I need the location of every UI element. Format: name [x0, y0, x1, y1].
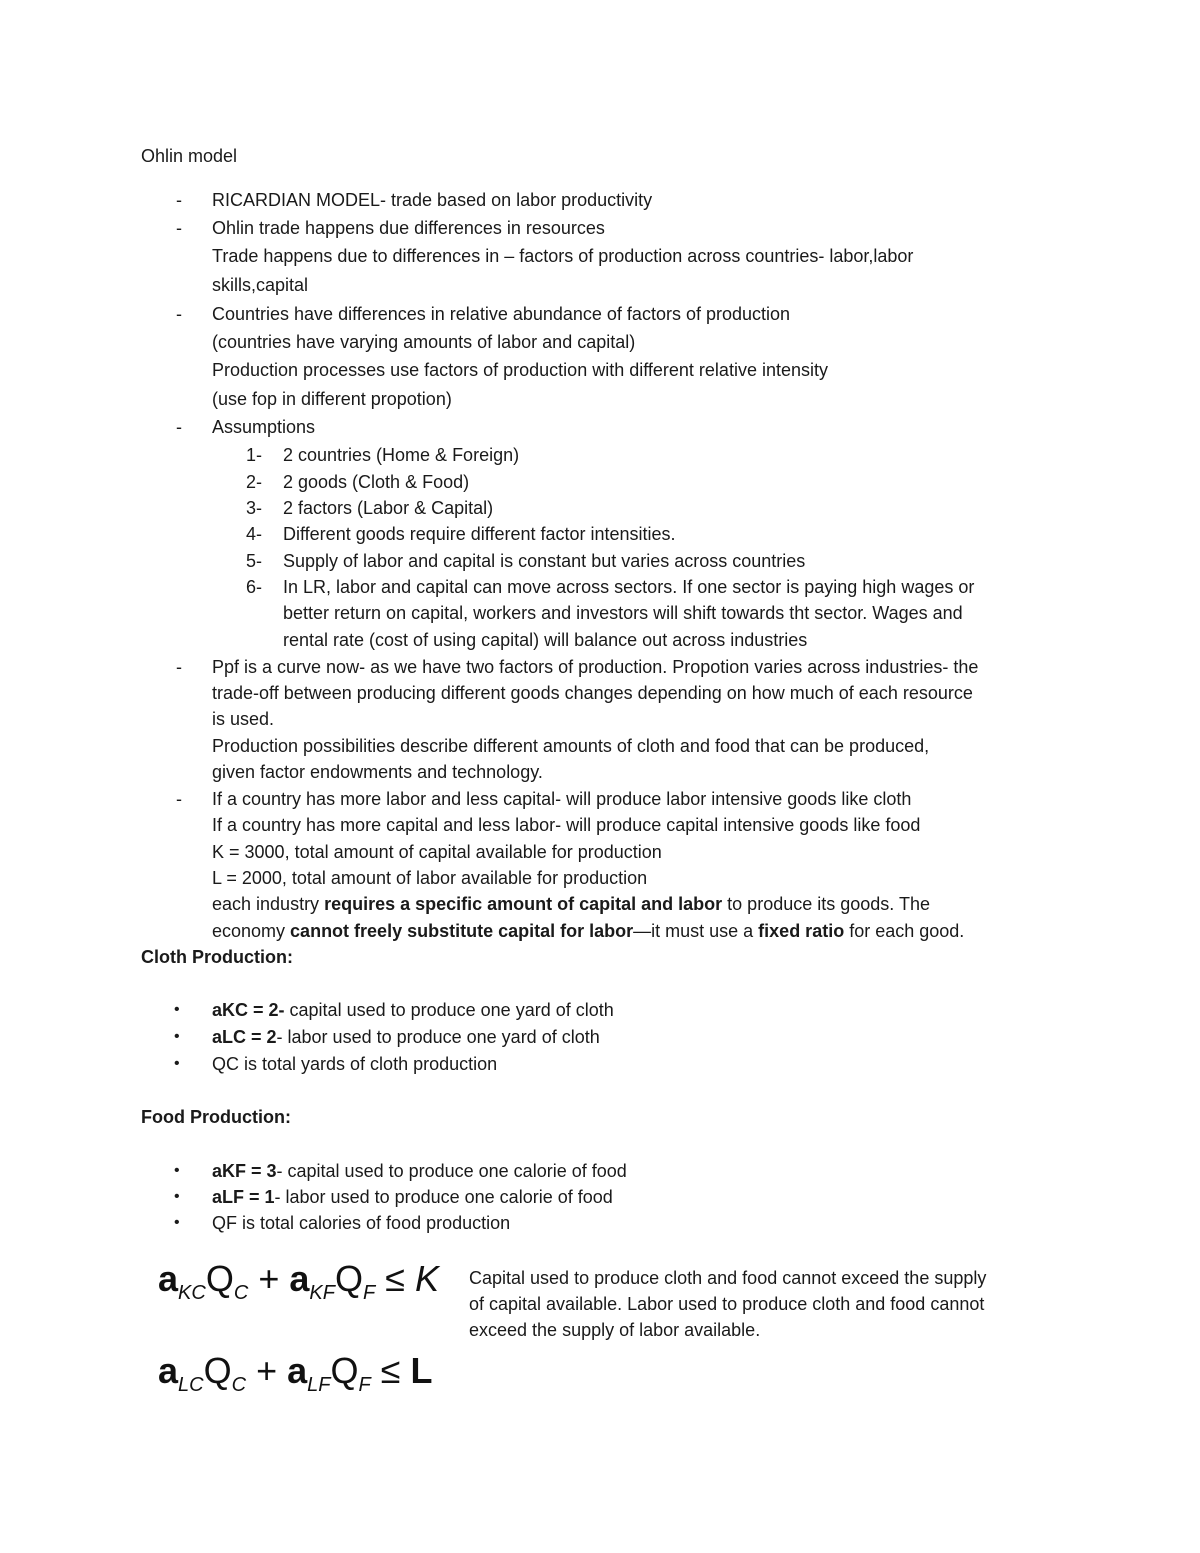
text-run: - labor used to produce one calorie of food	[274, 1187, 613, 1207]
bullet-item: QC is total yards of cloth production	[212, 1054, 498, 1074]
list-item-continuation: (use fop in different propotion)	[212, 389, 452, 409]
bullet-marker: •	[174, 1055, 180, 1072]
list-item: RICARDIAN MODEL- trade based on labor productivity	[212, 190, 653, 210]
assumption-number: 6-	[246, 577, 263, 597]
eq-subscript: LF	[307, 1374, 331, 1396]
eq-quantity: Q	[205, 1258, 234, 1299]
eq-subscript: C	[233, 1282, 249, 1304]
list-item: If a country has more labor and less capital- will produce labor intensive goods like cloth	[212, 789, 912, 809]
eq-operator: ≤	[385, 1258, 405, 1299]
eq-coefficient: a	[289, 1258, 310, 1299]
text-run: for each good.	[844, 921, 965, 941]
bullet-item	[212, 1184, 613, 1210]
eq-operator: +	[258, 1258, 280, 1299]
bullet-marker: •	[174, 1214, 180, 1231]
text-run: to produce its goods. The	[722, 894, 930, 914]
side-note-line: exceed the supply of labor available.	[469, 1320, 761, 1340]
eq-quantity: Q	[334, 1258, 363, 1299]
list-item-continuation: Production possibilities describe different amounts of cloth and food that can be produced,	[212, 736, 930, 756]
bullet-marker: •	[174, 1162, 180, 1179]
assumption-item-continuation: rental rate (cost of using capital) will balance out across industries	[283, 630, 808, 650]
eq-quantity: Q	[330, 1350, 359, 1391]
bold-text-run: aLF = 1	[212, 1187, 275, 1207]
eq-subscript: F	[358, 1374, 371, 1396]
eq-coefficient: a	[287, 1350, 308, 1391]
assumption-number: 4-	[246, 524, 263, 544]
eq-coefficient: a	[158, 1258, 179, 1299]
document-title: Ohlin model	[141, 146, 238, 166]
dash-marker: -	[176, 657, 182, 677]
eq-subscript: LC	[178, 1374, 204, 1396]
eq-subscript: C	[231, 1374, 247, 1396]
list-item-continuation: (countries have varying amounts of labor and capital)	[212, 332, 636, 352]
text-run: economy	[212, 921, 291, 941]
bold-text-run: cannot freely substitute capital for labor	[290, 921, 634, 941]
bullet-item	[212, 1158, 627, 1184]
text-run: - capital used to produce one calorie of food	[276, 1161, 627, 1181]
assumption-number: 3-	[246, 498, 263, 518]
list-item: Ppf is a curve now- as we have two factors of production. Propotion varies across industries- the	[212, 657, 979, 677]
text-run: capital used to produce one yard of cloth	[284, 1000, 614, 1020]
text-run: each industry	[212, 894, 325, 914]
list-item-continuation: trade-off between producing different goods changes depending on how much of each resource	[212, 683, 973, 703]
list-item-continuation: Production processes use factors of production with different relative intensity	[212, 360, 828, 380]
dash-marker: -	[176, 218, 182, 238]
text-run: —it must use a	[633, 921, 759, 941]
dash-marker: -	[176, 417, 182, 437]
bullet-item	[212, 1024, 600, 1050]
dash-marker: -	[176, 190, 182, 210]
list-item-continuation: is used.	[212, 709, 275, 729]
capital-constraint-equation	[158, 1258, 439, 1305]
side-note-line: of capital available. Labor used to produce cloth and food cannot	[469, 1294, 985, 1314]
eq-subscript: KC	[178, 1282, 206, 1304]
assumption-item: 2 factors (Labor & Capital)	[283, 498, 494, 518]
list-item-continuation: If a country has more capital and less labor- will produce capital intensive goods like food	[212, 815, 921, 835]
list-item-continuation: Trade happens due to differences in – factors of production across countries- labor,labor	[212, 246, 914, 266]
bullet-item	[212, 997, 614, 1023]
cloth-heading: Cloth Production:	[141, 947, 293, 967]
eq-operator: +	[256, 1350, 278, 1391]
assumption-item-continuation: better return on capital, workers and investors will shift towards tht sector. Wages and	[283, 603, 963, 623]
food-heading: Food Production:	[141, 1107, 291, 1127]
eq-rhs: K	[414, 1258, 439, 1299]
bold-text-run: requires a specific amount of capital and labor	[324, 894, 723, 914]
assumption-item: In LR, labor and capital can move across sectors. If one sector is paying high wages or	[283, 577, 975, 597]
dash-marker: -	[176, 789, 182, 809]
list-item-continuation: L = 2000, total amount of labor available for production	[212, 868, 648, 888]
eq-subscript: F	[362, 1282, 376, 1304]
list-item: Countries have differences in relative abundance of factors of production	[212, 304, 791, 324]
labor-constraint-equation	[158, 1350, 433, 1397]
bullet-marker: •	[174, 1028, 180, 1045]
list-item: Assumptions	[212, 417, 316, 437]
assumption-item: Supply of labor and capital is constant but varies across countries	[283, 551, 806, 571]
assumption-item: Different goods require different factor intensities.	[283, 524, 676, 544]
assumption-number: 2-	[246, 472, 263, 492]
side-note-line: Capital used to produce cloth and food cannot exceed the supply	[469, 1268, 987, 1288]
dash-marker: -	[176, 304, 182, 324]
bold-text-run: fixed ratio	[758, 921, 845, 941]
bold-text-run: aLC = 2	[212, 1027, 277, 1047]
eq-operator: ≤	[380, 1350, 401, 1391]
bold-text-run: aKC = 2-	[212, 1000, 285, 1020]
assumption-item: 2 goods (Cloth & Food)	[283, 472, 470, 492]
eq-coefficient: a	[158, 1350, 179, 1391]
bullet-item: QF is total calories of food production	[212, 1213, 511, 1233]
eq-subscript: KF	[309, 1282, 335, 1304]
text-run: - labor used to produce one yard of cloth	[276, 1027, 600, 1047]
eq-rhs: L	[410, 1350, 433, 1391]
list-item-continuation: K = 3000, total amount of capital available for production	[212, 842, 662, 862]
bold-text-run: aKF = 3	[212, 1161, 277, 1181]
assumption-number: 1-	[246, 445, 263, 465]
list-item-continuation: given factor endowments and technology.	[212, 762, 543, 782]
list-item-continuation	[212, 918, 964, 944]
list-item-continuation	[212, 891, 930, 917]
assumption-item: 2 countries (Home & Foreign)	[283, 445, 520, 465]
list-item: Ohlin trade happens due differences in resources	[212, 218, 605, 238]
assumption-number: 5-	[246, 551, 263, 571]
list-item-continuation: skills,capital	[212, 275, 309, 295]
bullet-marker: •	[174, 1001, 180, 1018]
bullet-marker: •	[174, 1188, 180, 1205]
eq-quantity: Q	[203, 1350, 232, 1391]
